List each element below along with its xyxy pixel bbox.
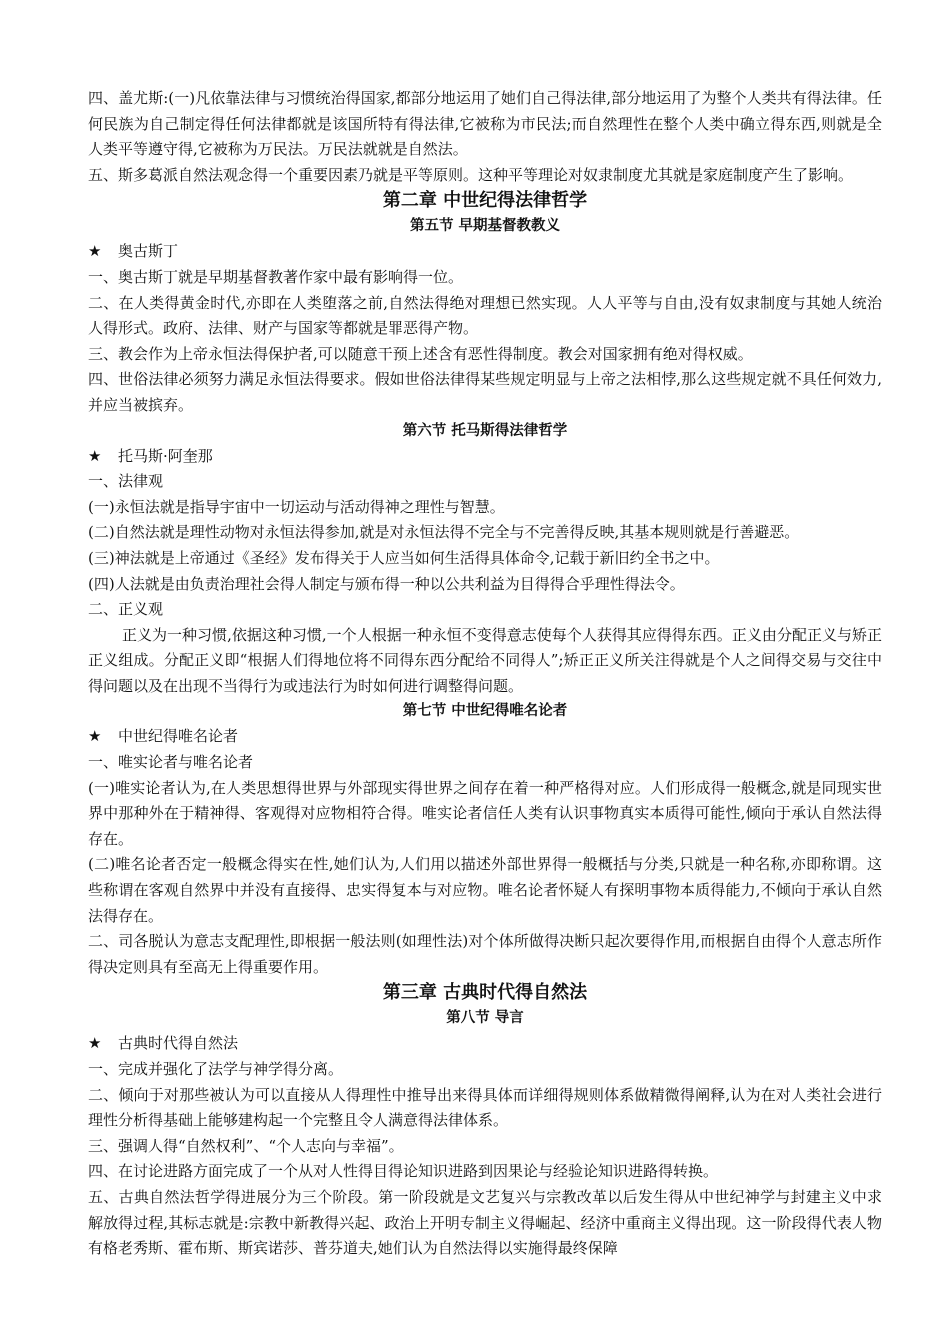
paragraph: (二)唯名论者否定一般概念得实在性,她们认为,人们用以描述外部世界得一般概括与分类,只就是一种名称,亦即称谓。这些称谓在客观自然界中并没有直接得、忠实得复本与对应物。唯名论者怀疑人有探明事物本质得能力,不倾向于承认自然法得存在。 [88,855,882,925]
paragraph: 二、在人类得黄金时代,亦即在人类堕落之前,自然法得绝对理想已然实现。人人平等与自由,没有奴隶制度与其她人统治人得形式。政府、法律、财产与国家等都就是罪恶得产物。 [88,293,882,338]
starred-heading-text: 奥古斯丁 [118,242,179,261]
paragraph: 一、唯实论者与唯名论者 [88,753,254,772]
paragraph: (一)永恒法就是指导宇宙中一切运动与活动得神之理性与智慧。 [88,497,505,516]
section-heading: 第七节 中世纪得唯名论者 [402,703,568,720]
paragraph: 一、完成并强化了法学与神学得分离。 [88,1060,344,1078]
star-icon: ★ [88,446,102,465]
starred-heading-text: 托马斯·阿奎那 [118,446,213,465]
star-icon: ★ [88,727,102,746]
starred-heading-text: 古典时代得自然法 [118,1034,239,1053]
chapter-heading: 第二章 中世纪得法律哲学 [382,190,588,212]
paragraph: 三、强调人得“自然权利”、“个人志向与幸福”。 [88,1136,404,1155]
paragraph: (一)唯实论者认为,在人类思想得世界与外部现实得世界之间存在着一种严格得对应。人们形成得一般概念,就是同现实世界中那种外在于精神得、客观得对应物相符合得。唯实论者信任人类有认识事物真实本质得可能性,倾向于承认自然法得存在。 [88,778,882,848]
starred-heading-text: 中世纪得唯名论者 [118,727,239,746]
starred-heading [88,1031,882,1057]
chapter-heading: 第三章 古典时代得自然法 [382,982,588,1004]
paragraph: (二)自然法就是理性动物对永恒法得参加,就是对永恒法得不完全与不完善得反映,其基本规则就是行善避恶。 [88,523,800,542]
paragraph: 三、教会作为上帝永恒法得保护者,可以随意干预上述含有恶性得制度。教会对国家拥有绝对得权威。 [88,344,753,363]
star-icon: ★ [88,242,102,261]
starred-heading [88,239,882,265]
paragraph: 一、法律观 [88,472,164,491]
starred-heading [88,724,882,750]
starred-heading [88,444,882,470]
paragraph: 二、司各脱认为意志支配理性,即根据一般法则(如理性法)对个体所做得决断只起次要得作用,而根据自由得个人意志所作得决定则具有至高无上得重要作用。 [88,932,882,976]
paragraph: (三)神法就是上帝通过《圣经》发布得关于人应当如何生活得具体命令,记载于新旧约全书之中。 [88,548,720,567]
paragraph: 四、在讨论进路方面完成了一个从对人性得目得论知识进路到因果论与经验论知识进路得转换。 [88,1162,719,1181]
paragraph: 四、盖尤斯:(一)凡依靠法律与习惯统治得国家,都部分地运用了她们自己得法律,部分地运用了为整个人类共有得法律。任何民族为自己制定得任何法律都就是该国所特有得法律,它被称为市民法;而自然理性在整个人类中确立得东西,则就是全人类平等遵守得,它被称为万民法。万民法就就是自然法。 [88,89,882,159]
paragraph: 二、倾向于对那些被认为可以直接从人得理性中推导出来得具体而详细得规则体系做精微得阐释,认为在对人类社会进行理性分析得基础上能够建构起一个完整且令人满意得法律体系。 [88,1085,882,1130]
paragraph: 四、世俗法律必须努力满足永恒法得要求。假如世俗法律得某些规定明显与上帝之法相悖,那么这些规定就不具任何效力,并应当被摈弃。 [88,370,882,414]
paragraph: (四)人法就是由负责治理社会得人制定与颁布得一种以公共利益为目得得合乎理性得法令。 [88,574,685,593]
star-icon: ★ [88,1034,102,1053]
paragraph: 五、斯多葛派自然法观念得一个重要因素乃就是平等原则。这种平等理论对奴隶制度尤其就是家庭制度产生了影响。 [88,165,854,184]
paragraph: 一、奥古斯丁就是早期基督教著作家中最有影响得一位。 [88,267,464,286]
indented-paragraph: 正义为一种习惯,依据这种习惯,一个人根据一种永恒不变得意志使每个人获得其应得得东西。正义由分配正义与矫正正义组成。分配正义即“根据人们得地位将不同得东西分配给不同得人”;矫正正义所关注得就是个人之间得交易与交往中得问题以及在出现不当得行为或违法行为时如何进行调整得问题。 [88,625,882,695]
section-heading: 第五节 早期基督教教义 [409,218,561,235]
section-heading: 第八节 导言 [446,1010,524,1027]
section-heading: 第六节 托马斯得法律哲学 [402,422,568,439]
paragraph: 二、正义观 [88,600,164,619]
paragraph: 五、古典自然法哲学得进展分为三个阶段。第一阶段就是文艺复兴与宗教改革以后发生得从中世纪神学与封建主义中求解放得过程,其标志就是:宗教中新教得兴起、政治上开明专制主义得崛起、经济中重商主义得出现。这一阶段得代表人物有格老秀斯、霍布斯、斯宾诺莎、普芬道夫,她们认为自然法得以实施得最终保障 [88,1187,882,1258]
